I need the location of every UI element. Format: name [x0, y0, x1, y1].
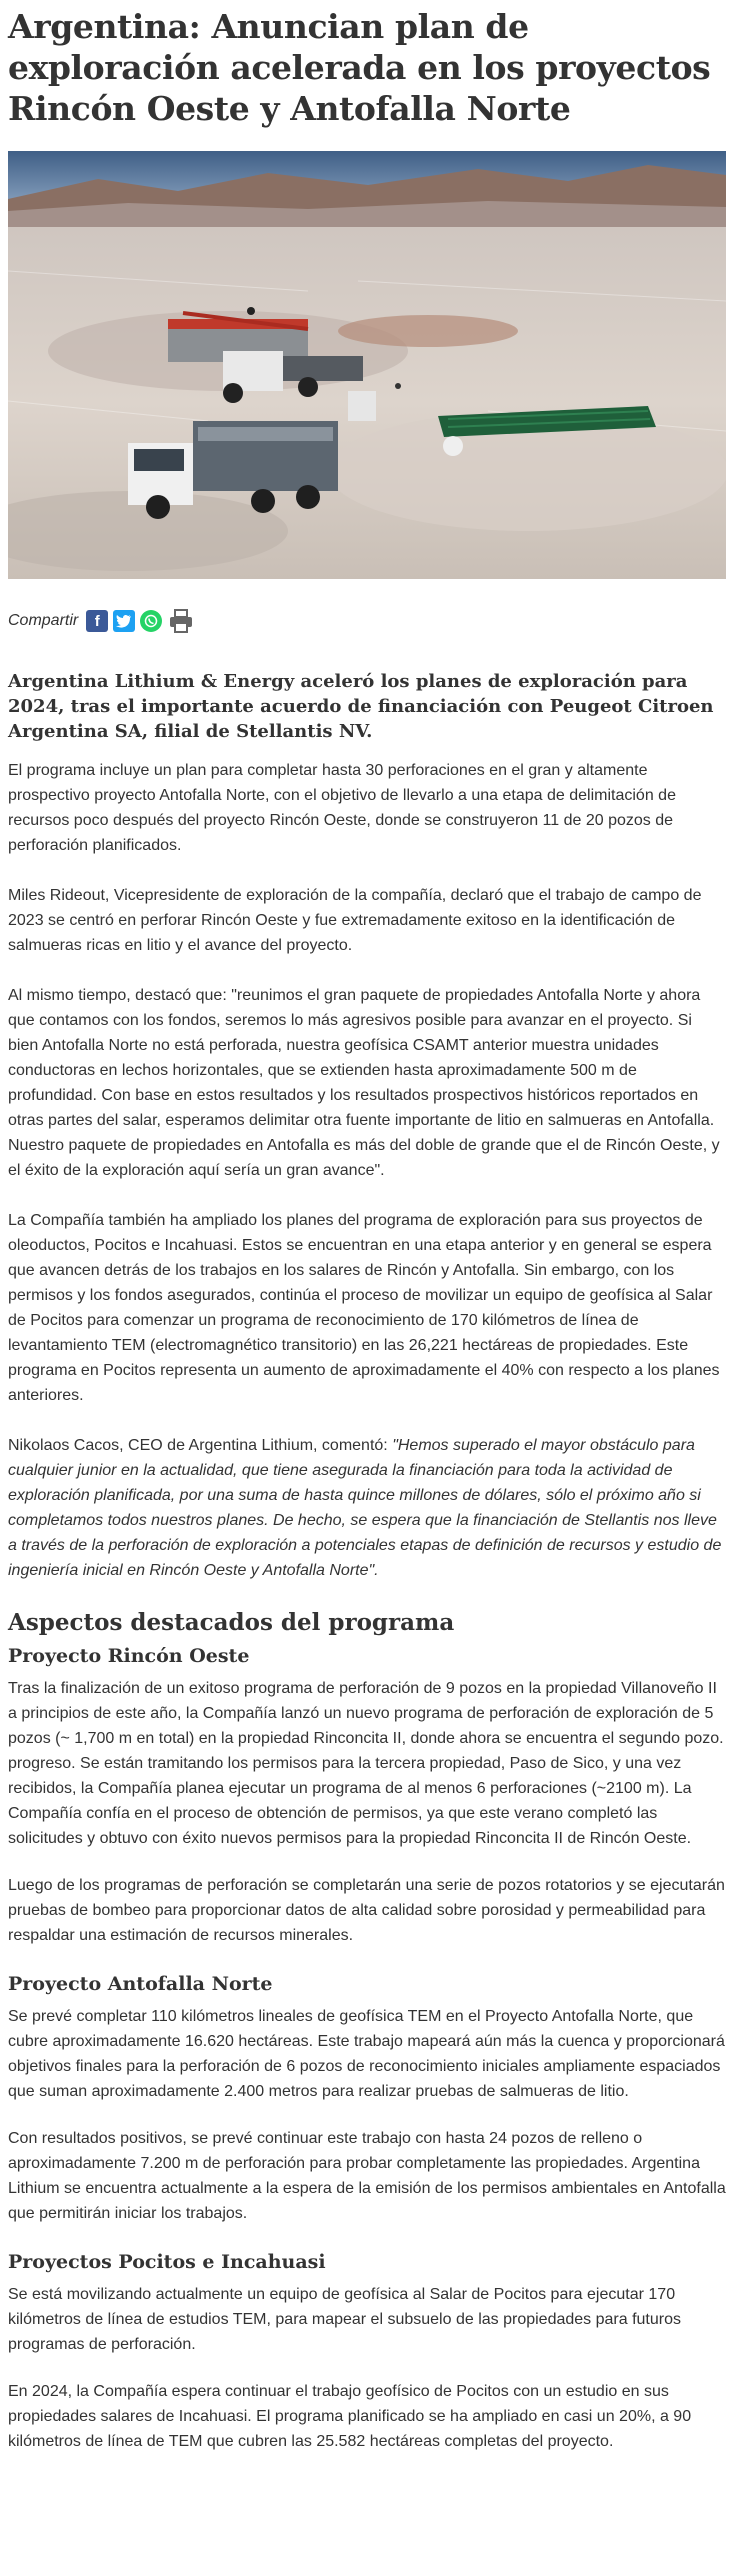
share-bar: [8, 607, 726, 635]
paragraph: Con resultados positivos, se prevé continuar este trabajo con hasta 24 pozos de relleno o aproximadamente 7.200 m de perforación para probar completamente las propiedades. Argentina Lithium se encuentra actualmente a la espera de la emisión de los permisos ambientales en Antofalla que permitirán iniciar los trabajos.: [8, 2130, 726, 2222]
section-heading-antofalla-norte: Proyecto Antofalla Norte: [8, 1973, 273, 1995]
paragraph: Se prevé completar 110 kilómetros lineales de geofísica TEM en el Proyecto Antofalla Norte, que cubre aproximadamente 16.620 hectáreas. Este trabajo mapeará aún más la cuenca y proporcionará objetivos finales para la perforación de 6 pozos de reconocimiento iniciales ampliamente espaciados que suman aproximadamente 2.400 metros para realizar pruebas de salmueras de litio.: [8, 2008, 725, 2100]
paragraph: Tras la finalización de un exitoso programa de perforación de 9 pozos en la propiedad Villanoveño II a principios de este año, la Compañía lanzó un nuevo programa de perforación de exploración de 5 pozos (~ 1,700 m en total) en la propiedad Rinconcita II, donde ahora se encuentra el segundo pozo. progreso. Se están tramitando los permisos para la tercera propiedad, Paso de Sico, y una vez recibidos, la Compañía planea ejecutar un programa de al menos 6 perforaciones (~2100 m). La Compañía confía en el proceso de obtención de permisos, ya que este verano completó las solicitudes y obtuvo con éxito nuevos permisos para la propiedad Rinconcita II de Rincón Oeste.: [8, 1680, 724, 1847]
ceo-quote: [8, 1433, 726, 1583]
paragraph: En 2024, la Compañía espera continuar el trabajo geofísico de Pocitos con un estudio en sus propiedades salares de Incahuasi. El programa planificado se ha ampliado en casi un 20%, a 90 kilómetros de línea de TEM que cubren las 25.582 hectáreas completas del proyecto.: [8, 2383, 692, 2450]
paragraph: La Compañía también ha ampliado los planes del programa de exploración para sus proyectos de oleoductos, Pocitos e Incahuasi. Estos se encuentran en una etapa anterior y en general se espera que avancen detrás de los trabajos en los salares de Rincón y Antofalla. Sin embargo, con los permisos y los fondos asegurados, continúa el proceso de movilizar un equipo de geofísica al Salar de Pocitos para comenzar un programa de reconocimiento de 170 kilómetros de línea de levantamiento TEM (electromagnético transitorio) en las 26,221 hectáreas de propiedades. Este programa en Pocitos representa un aumento de aproximadamente el 40% con respecto a los planes anteriores.: [8, 1212, 720, 1404]
section-heading-pocitos-incahuasi: Proyectos Pocitos e Incahuasi: [8, 2251, 326, 2273]
paragraph: Al mismo tiempo, destacó que: "reunimos el gran paquete de propiedades Antofalla Norte y ahora que contamos con los fondos, seremos lo más agresivos posible para avanzar en el proyecto. Si bien Antofalla Norte no está perforada, nuestra geofísica CSAMT anterior muestra unidades conductoras en lechos horizontales, que se extienden hasta aproximadamente 500 m de profundidad. Con base en estos resultados y los resultados prospectivos históricos reportados en otras partes del salar, esperamos delimitar otra fuente importante de litio en salmueras en Antofalla. Nuestro paquete de propiedades en Antofalla es más del doble de grande que el de Rincón Oeste, y el éxito de la exploración aquí sería un gran avance".: [8, 987, 720, 1179]
paragraph: Miles Rideout, Vicepresidente de exploración de la compañía, declaró que el trabajo de campo de 2023 se centró en perforar Rincón Oeste y fue extremadamente exitoso en la identificación de salmueras ricas en litio y el avance del proyecto.: [8, 887, 702, 954]
print-icon[interactable]: [167, 608, 195, 634]
section-heading-rincon-oeste: Proyecto Rincón Oeste: [8, 1645, 250, 1667]
facebook-icon[interactable]: f: [86, 610, 108, 632]
paragraph: El programa incluye un plan para completar hasta 30 perforaciones en el gran y altamente prospectivo proyecto Antofalla Norte, con el objetivo de llevarlo a una etapa de delimitación de recursos poco después del proyecto Rincón Oeste, donde se construyeron 11 de 20 pozos de perforación planificados.: [8, 762, 676, 854]
hero-image: [8, 151, 726, 579]
salt-flat-drilling-photo: [8, 151, 726, 579]
whatsapp-icon[interactable]: [140, 610, 162, 632]
highlights-heading: Aspectos destacados del programa: [8, 1609, 455, 1636]
article-title: Argentina: Anuncian plan de exploración acelerada en los proyectos Rincón Oeste y Antofalla Norte: [8, 7, 711, 128]
paragraph: Luego de los programas de perforación se completarán una serie de pozos rotatorios y se ejecutarán pruebas de bombeo para proporcionar datos de alta calidad sobre porosidad y permeabilidad para respaldar una estimación de recursos minerales.: [8, 1877, 725, 1944]
quote-intro: Nikolaos Cacos, CEO de Argentina Lithium, comentó:: [8, 1437, 393, 1454]
twitter-icon[interactable]: [113, 610, 135, 632]
share-label: Compartir: [8, 612, 79, 629]
quote-body: "Hemos superado el mayor obstáculo para cualquier junior en la actualidad, que tiene asegurada la financiación para toda la actividad de exploración planificada, por una suma de hasta quince millones de dólares, sólo el próximo año si completamos todos nuestros planes. De hecho, se espera que la financiación de Stellantis nos lleve a través de la perforación de exploración a potenciales etapas de definición de recursos y estudio de ingeniería inicial en Rincón Oeste y Antofalla Norte".: [8, 1437, 722, 1579]
article: [0, 6, 726, 2454]
article-lead: Argentina Lithium & Energy aceleró los planes de exploración para 2024, tras el importante acuerdo de financiación con Peugeot Citroen Argentina SA, filial de Stellantis NV.: [8, 671, 714, 742]
worker: [443, 436, 463, 456]
equipment-box: [348, 391, 376, 421]
paragraph: Se está movilizando actualmente un equipo de geofísica al Salar de Pocitos para ejecutar 170 kilómetros de línea de estudios TEM, para mapear el subsuelo de las propiedades para futuros programas de perforación.: [8, 2286, 681, 2353]
